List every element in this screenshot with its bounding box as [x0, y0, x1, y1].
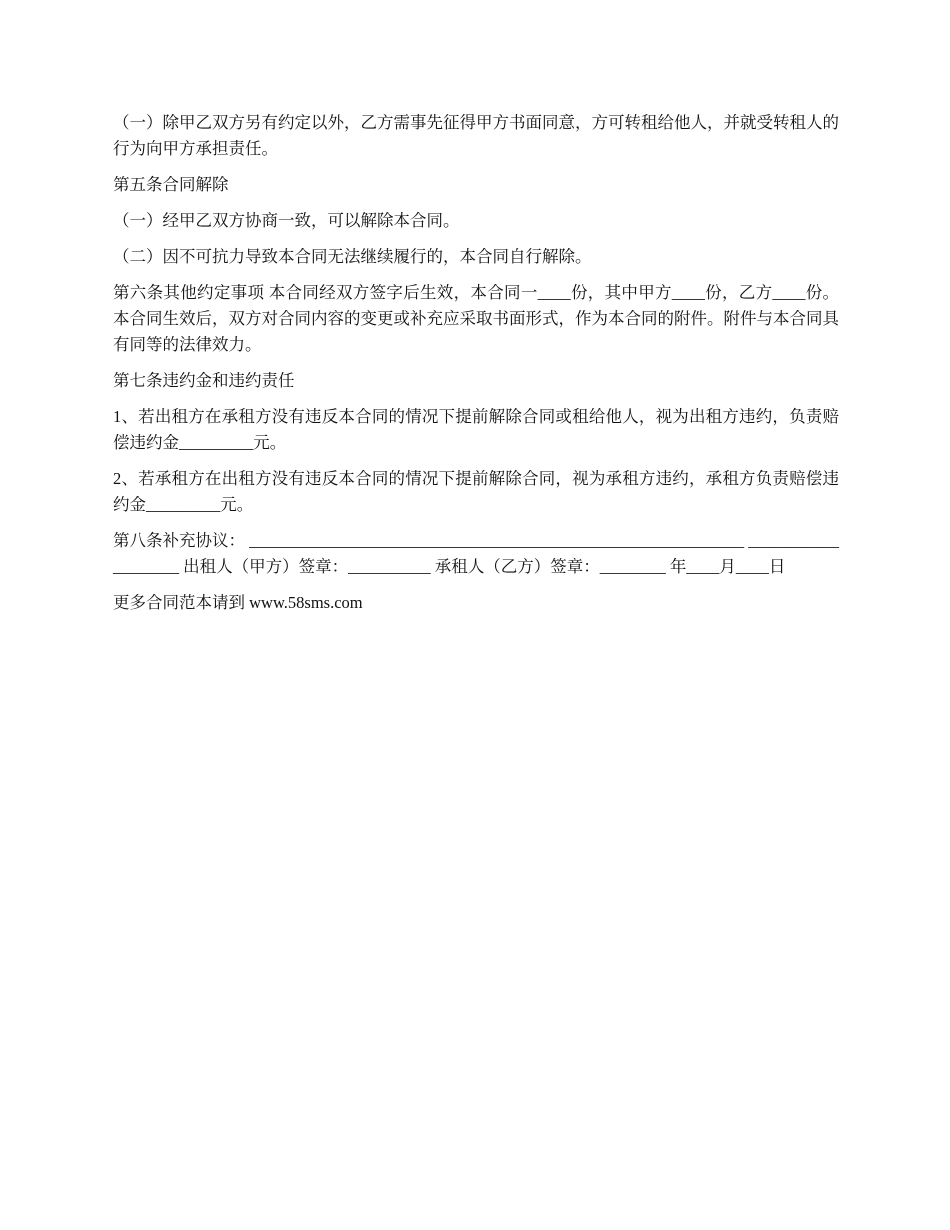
- document-body: [113, 110, 844, 626]
- footer-link-text: 更多合同范本请到 www.58sms.com: [113, 593, 363, 612]
- article-7-item-1-paragraph: 1、若出租方在承租方没有违反本合同的情况下提前解除合同或租给他人，视为出租方违约，负责赔偿违约金_________元。: [113, 407, 839, 452]
- article-5-heading: 第五条合同解除: [113, 175, 229, 194]
- article-5-item-1-paragraph: （一）经甲乙双方协商一致，可以解除本合同。: [113, 211, 460, 230]
- article-5-item-2-paragraph: （二）因不可抗力导致本合同无法继续履行的，本合同自行解除。: [113, 247, 592, 266]
- clause-4-item-1-paragraph: （一）除甲乙双方另有约定以外，乙方需事先征得甲方书面同意，方可转租给他人，并就受转租人的行为向甲方承担责任。: [113, 113, 839, 158]
- article-7-item-2-paragraph: 2、若承租方在出租方没有违反本合同的情况下提前解除合同，视为承租方违约，承租方负责赔偿违约金_________元。: [113, 469, 839, 514]
- article-6-paragraph: 第六条其他约定事项 本合同经双方签字后生效，本合同一____份，其中甲方____份，乙方____份。 本合同生效后，双方对合同内容的变更或补充应采取书面形式，作为本合同的附件。附件与本合同具有同等的法律效力。: [113, 283, 844, 354]
- article-7-heading: 第七条违约金和违约责任: [113, 371, 295, 390]
- article-8-signature-paragraph: 第八条补充协议： ____________________________________________________________ ___________________ 出租人（甲方）签章：__________ 承租人（乙方）签章：________ 年____月____日: [113, 531, 839, 576]
